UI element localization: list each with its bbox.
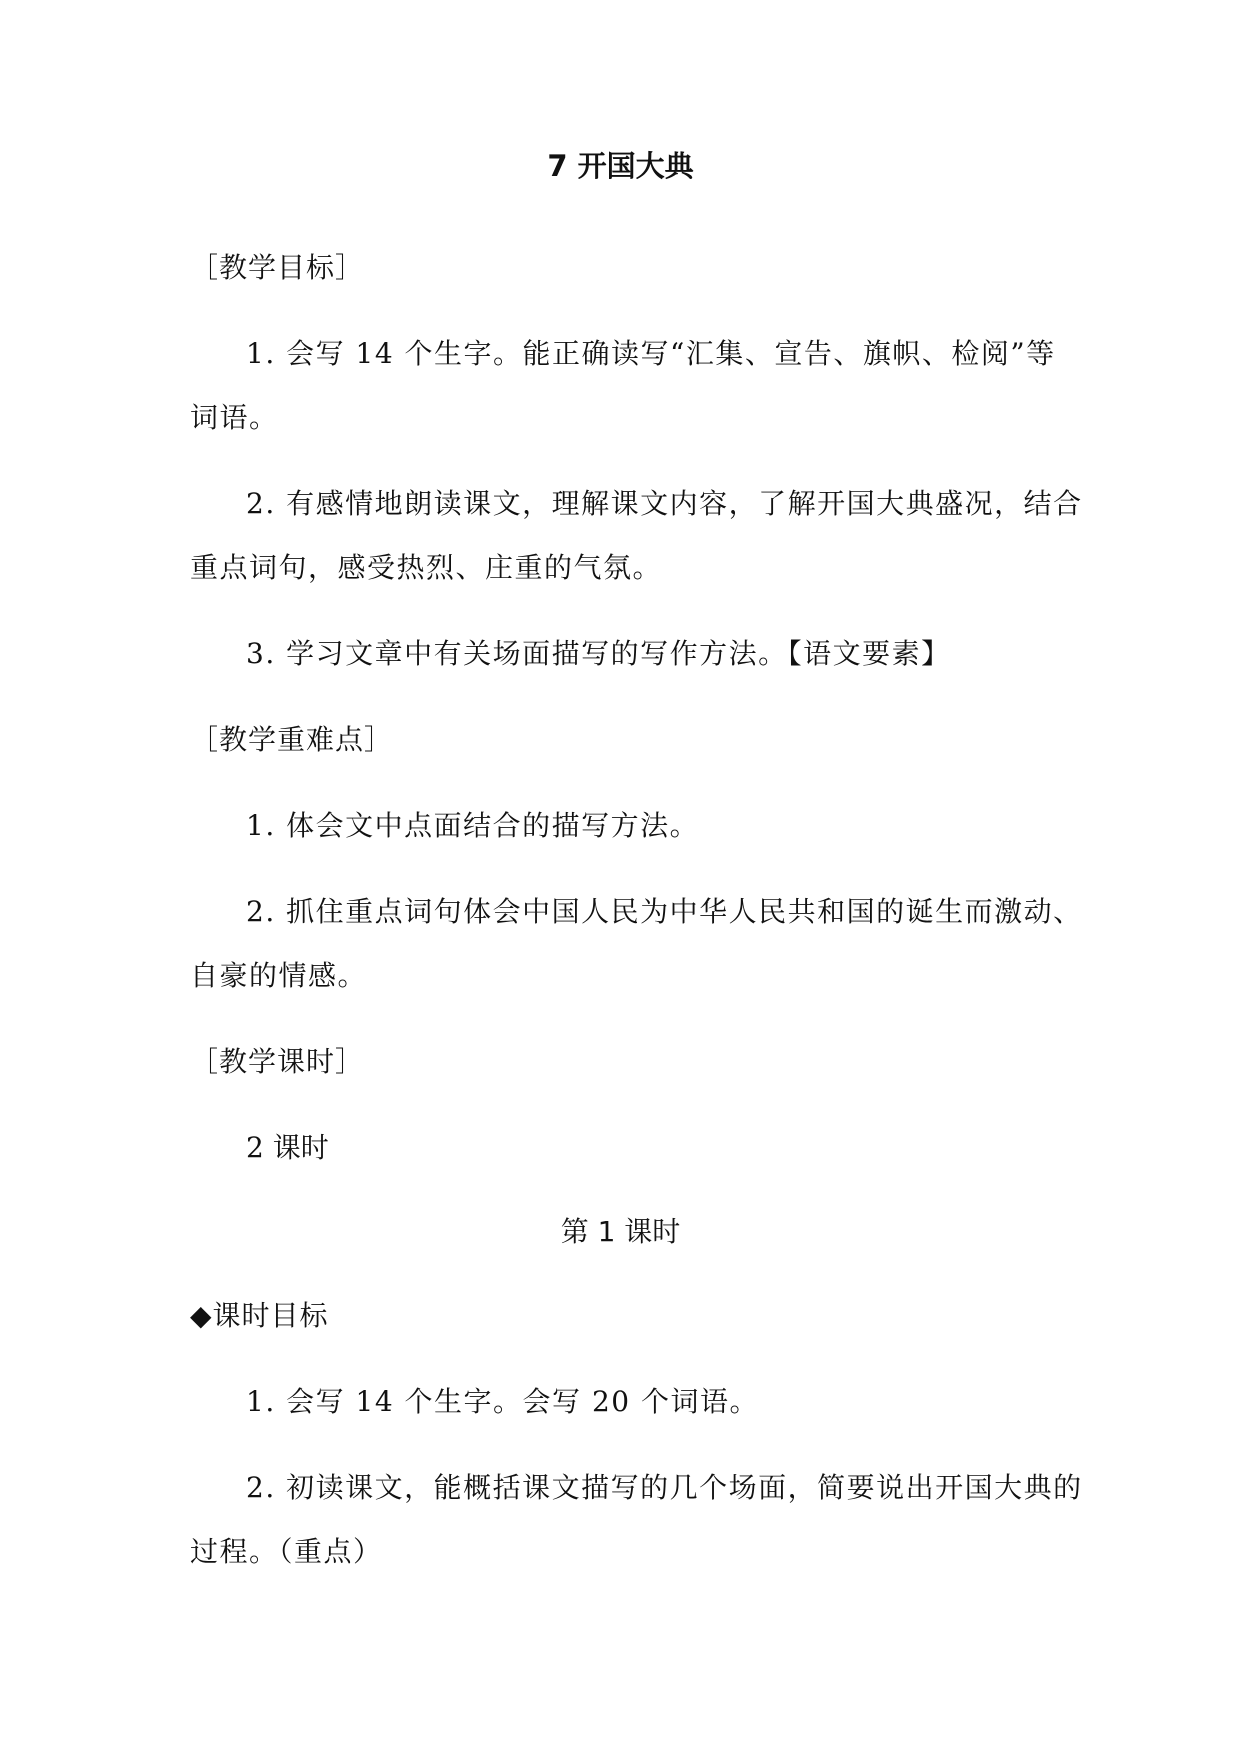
- section-heading-hours: ［教学课时］: [190, 1045, 365, 1078]
- key-point-item-2-line-1: 2. 抓住重点词句体会中国人民为中华人民共和国的诞生而激动、: [246, 895, 1083, 928]
- lesson-1-goals-heading: ◆课时目标: [190, 1299, 329, 1332]
- lesson-1-item-1-line-1: 1. 会写 14 个生字。会写 20 个词语。: [246, 1385, 759, 1418]
- lesson-1-item-2-line-2: 过程。（重点）: [190, 1535, 383, 1568]
- key-point-item-2-line-2: 自豪的情感。: [190, 959, 368, 992]
- goal-item-3-line-1: 3. 学习文章中有关场面描写的写作方法。【语文要素】: [246, 637, 951, 670]
- goal-item-2-line-1: 2. 有感情地朗读课文，理解课文内容，了解开国大典盛况，结合: [246, 487, 1083, 520]
- goal-item-1-line-2: 词语。: [190, 401, 279, 434]
- goal-item-1-line-1: 1. 会写 14 个生字。能正确读写“汇集、宣告、旗帜、检阅”等: [246, 337, 1056, 370]
- goal-item-2-line-2: 重点词句，感受热烈、庄重的气氛。: [190, 551, 663, 584]
- section-heading-goals: ［教学目标］: [190, 251, 365, 284]
- lesson-1-title: 第 1 课时: [560, 1215, 681, 1248]
- teaching-hours-value: 2 课时: [246, 1131, 329, 1164]
- document-title: 7 开国大典: [547, 149, 694, 183]
- section-heading-key-points: ［教学重难点］: [190, 723, 394, 756]
- lesson-1-item-2-line-1: 2. 初读课文，能概括课文描写的几个场面，简要说出开国大典的: [246, 1471, 1083, 1504]
- key-point-item-1-line-1: 1. 体会文中点面结合的描写方法。: [246, 809, 700, 842]
